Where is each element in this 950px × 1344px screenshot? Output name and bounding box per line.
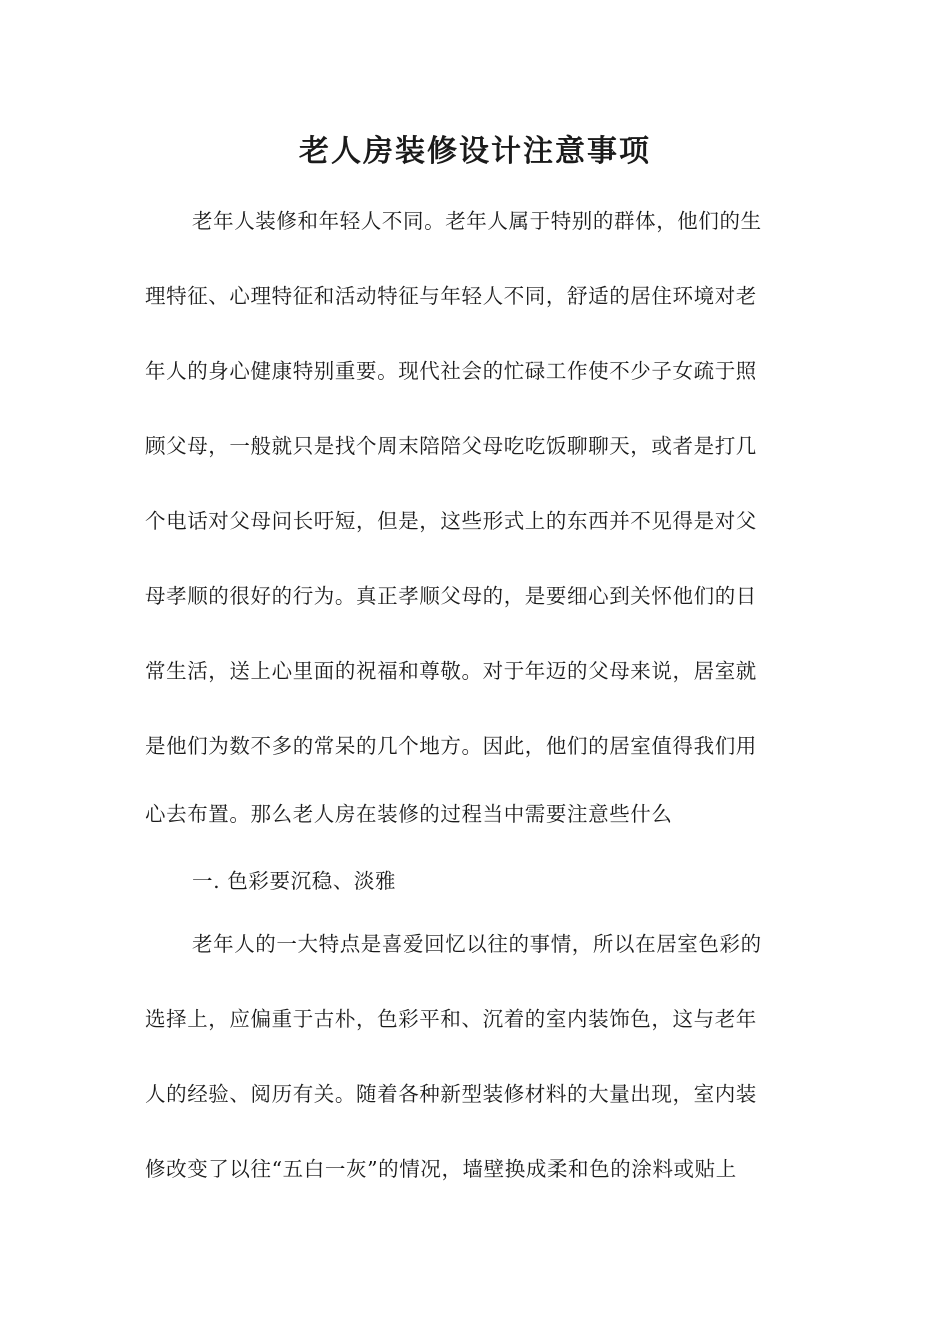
intro-line: 母孝顺的很好的行为。真正孝顺父母的，是要细心到关怀他们的日 — [145, 584, 757, 608]
intro-line: 心去布置。那么老人房在装修的过程当中需要注意些什么 — [145, 802, 673, 826]
intro-line: 个电话对父母问长吁短，但是，这些形式上的东西并不见得是对父 — [145, 509, 757, 533]
section-heading: 一. 色彩要沉稳、淡雅 — [192, 869, 397, 893]
section-line: 选择上，应偏重于古朴，色彩平和、沉着的室内装饰色，这与老年 — [145, 1007, 757, 1031]
intro-line: 常生活，送上心里面的祝福和尊敬。对于年迈的父母来说，居室就 — [145, 659, 757, 683]
section-line: 修改变了以往“五白一灰”的情况，墙壁换成柔和色的涂料或贴上 — [145, 1157, 737, 1181]
intro-line: 顾父母，一般就只是找个周末陪陪父母吃吃饭聊聊天，或者是打几 — [145, 434, 757, 458]
section-line: 人的经验、阅历有关。随着各种新型装修材料的大量出现，室内装 — [145, 1082, 757, 1106]
intro-line: 理特征、心理特征和活动特征与年轻人不同，舒适的居住环境对老 — [145, 284, 757, 308]
document-title: 老人房装修设计注意事项 — [299, 134, 651, 169]
section-line: 老年人的一大特点是喜爱回忆以往的事情，所以在居室色彩的 — [192, 932, 762, 956]
intro-line: 年人的身心健康特别重要。现代社会的忙碌工作使不少子女疏于照 — [145, 359, 757, 383]
intro-line: 是他们为数不多的常呆的几个地方。因此，他们的居室值得我们用 — [145, 734, 757, 758]
intro-line: 老年人装修和年轻人不同。老年人属于特别的群体，他们的生 — [192, 209, 762, 233]
